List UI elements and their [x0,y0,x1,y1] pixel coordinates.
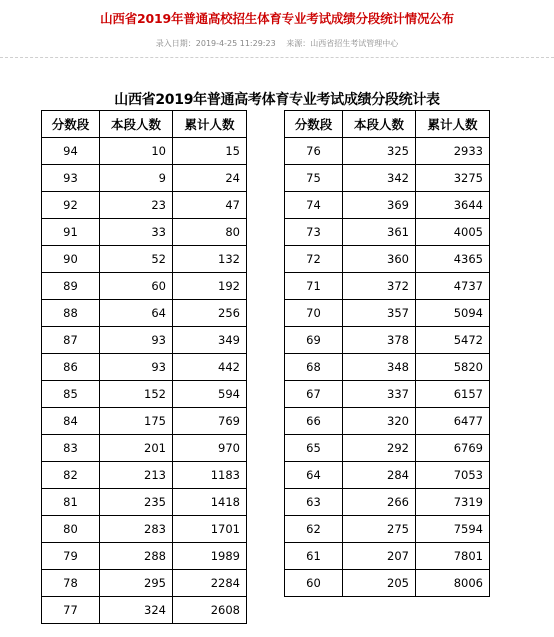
cumulative-cell: 3644 [416,192,490,219]
score-cell: 92 [42,192,100,219]
table-row [42,219,247,246]
table-row [42,489,247,516]
score-cell: 72 [285,246,343,273]
score-cell: 93 [42,165,100,192]
score-cell: 71 [285,273,343,300]
table-row [42,327,247,354]
table-row [285,381,490,408]
score-cell: 87 [42,327,100,354]
score-cell: 60 [285,570,343,597]
count-cell: 9 [100,165,173,192]
entry-date: 录入日期：2019-4-25 11:29:23 [155,39,276,48]
count-cell: 284 [343,462,416,489]
cumulative-cell: 4737 [416,273,490,300]
table-row [42,570,247,597]
count-cell: 93 [100,327,173,354]
score-cell: 73 [285,219,343,246]
score-cell: 69 [285,327,343,354]
count-cell: 52 [100,246,173,273]
table-row [285,462,490,489]
count-cell: 372 [343,273,416,300]
count-cell: 60 [100,273,173,300]
table-row [42,300,247,327]
count-cell: 152 [100,381,173,408]
cumulative-cell: 7801 [416,543,490,570]
score-cell: 78 [42,570,100,597]
cumulative-cell: 132 [173,246,247,273]
score-table-right [284,110,490,597]
table-row [285,273,490,300]
cumulative-cell: 15 [173,138,247,165]
score-cell: 80 [42,516,100,543]
count-cell: 295 [100,570,173,597]
count-cell: 324 [100,597,173,624]
score-cell: 62 [285,516,343,543]
table-row [285,516,490,543]
cumulative-cell: 47 [173,192,247,219]
count-cell: 33 [100,219,173,246]
cumulative-cell: 192 [173,273,247,300]
count-cell: 378 [343,327,416,354]
score-cell: 94 [42,138,100,165]
score-cell: 70 [285,300,343,327]
count-cell: 283 [100,516,173,543]
cumulative-cell: 1418 [173,489,247,516]
cumulative-cell: 256 [173,300,247,327]
cumulative-cell: 1183 [173,462,247,489]
table-row [285,570,490,597]
score-cell: 81 [42,489,100,516]
table-row [42,516,247,543]
count-cell: 360 [343,246,416,273]
table-header-row [42,111,247,138]
count-cell: 23 [100,192,173,219]
table-row [42,435,247,462]
cumulative-cell: 2933 [416,138,490,165]
score-cell: 83 [42,435,100,462]
score-cell: 91 [42,219,100,246]
table-row [42,246,247,273]
cumulative-cell: 594 [173,381,247,408]
count-cell: 10 [100,138,173,165]
count-cell: 175 [100,408,173,435]
table-row [285,543,490,570]
header-score: 分数段 [285,111,343,138]
cumulative-cell: 6157 [416,381,490,408]
score-cell: 75 [285,165,343,192]
count-cell: 275 [343,516,416,543]
table-row [285,219,490,246]
score-cell: 90 [42,246,100,273]
cumulative-cell: 2284 [173,570,247,597]
table-row [42,381,247,408]
count-cell: 348 [343,354,416,381]
score-cell: 65 [285,435,343,462]
cumulative-cell: 4005 [416,219,490,246]
count-cell: 64 [100,300,173,327]
table-row [42,462,247,489]
source: 来源：山西省招生考试管理中心 [286,39,399,48]
cumulative-cell: 3275 [416,165,490,192]
count-cell: 93 [100,354,173,381]
count-cell: 342 [343,165,416,192]
score-cell: 84 [42,408,100,435]
table-row [285,435,490,462]
cumulative-cell: 4365 [416,246,490,273]
table-row [42,543,247,570]
cumulative-cell: 1989 [173,543,247,570]
table-row [285,246,490,273]
table-row [285,408,490,435]
header-score: 分数段 [42,111,100,138]
cumulative-cell: 80 [173,219,247,246]
divider [0,57,554,58]
cumulative-cell: 2608 [173,597,247,624]
header-count: 本段人数 [100,111,173,138]
cumulative-cell: 442 [173,354,247,381]
table-row [285,300,490,327]
header-count: 本段人数 [343,111,416,138]
table-row [285,165,490,192]
count-cell: 337 [343,381,416,408]
cumulative-cell: 970 [173,435,247,462]
cumulative-cell: 24 [173,165,247,192]
count-cell: 235 [100,489,173,516]
score-cell: 88 [42,300,100,327]
cumulative-cell: 7594 [416,516,490,543]
score-table-left [41,110,247,624]
cumulative-cell: 8006 [416,570,490,597]
table-row [42,408,247,435]
score-cell: 89 [42,273,100,300]
table-header-row [285,111,490,138]
cumulative-cell: 349 [173,327,247,354]
table-row [285,354,490,381]
header-cumulative: 累计人数 [416,111,490,138]
cumulative-cell: 5820 [416,354,490,381]
score-cell: 61 [285,543,343,570]
table-row [285,489,490,516]
cumulative-cell: 769 [173,408,247,435]
table-row [42,192,247,219]
count-cell: 357 [343,300,416,327]
score-cell: 85 [42,381,100,408]
table-row [42,354,247,381]
count-cell: 320 [343,408,416,435]
score-cell: 82 [42,462,100,489]
score-cell: 67 [285,381,343,408]
count-cell: 288 [100,543,173,570]
count-cell: 325 [343,138,416,165]
score-cell: 74 [285,192,343,219]
score-cell: 68 [285,354,343,381]
count-cell: 205 [343,570,416,597]
table-title: 山西省2019年普通高考体育专业考试成绩分段统计表 [114,92,440,108]
article-meta [0,38,554,49]
count-cell: 213 [100,462,173,489]
score-cell: 76 [285,138,343,165]
cumulative-cell: 6477 [416,408,490,435]
cumulative-cell: 7319 [416,489,490,516]
table-row [42,138,247,165]
score-cell: 77 [42,597,100,624]
cumulative-cell: 1701 [173,516,247,543]
score-cell: 63 [285,489,343,516]
table-row [42,273,247,300]
count-cell: 266 [343,489,416,516]
count-cell: 369 [343,192,416,219]
score-cell: 66 [285,408,343,435]
count-cell: 292 [343,435,416,462]
table-row [42,597,247,624]
cumulative-cell: 5094 [416,300,490,327]
page-title: 山西省2019年普通高校招生体育专业考试成绩分段统计情况公布 [100,11,454,26]
count-cell: 207 [343,543,416,570]
score-cell: 64 [285,462,343,489]
table-row [285,327,490,354]
table-row [42,165,247,192]
count-cell: 361 [343,219,416,246]
cumulative-cell: 5472 [416,327,490,354]
cumulative-cell: 7053 [416,462,490,489]
cumulative-cell: 6769 [416,435,490,462]
table-row [285,192,490,219]
score-cell: 86 [42,354,100,381]
table-row [285,138,490,165]
count-cell: 201 [100,435,173,462]
score-cell: 79 [42,543,100,570]
header-cumulative: 累计人数 [173,111,247,138]
